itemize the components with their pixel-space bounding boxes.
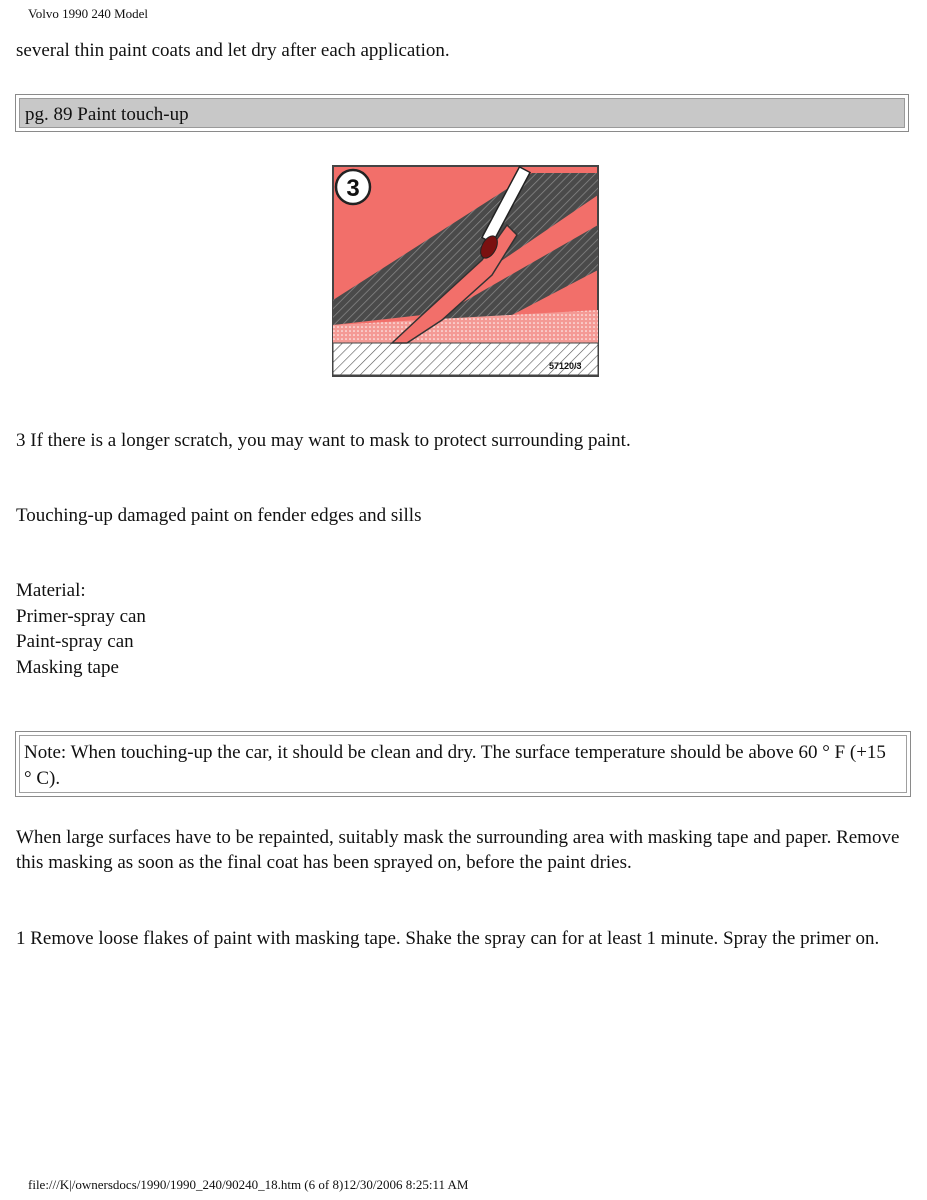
section-heading: pg. 89 Paint touch-up — [25, 104, 189, 125]
intro-paragraph: several thin paint coats and let dry after each application. — [16, 40, 450, 61]
section-heading-bar — [19, 98, 905, 128]
material-item: Paint-spray can — [16, 631, 134, 652]
figure-code: 57120/3 — [549, 361, 582, 371]
illustration-svg — [332, 165, 599, 377]
note-box — [15, 731, 911, 797]
step-number-label: 3 — [346, 175, 360, 202]
note-text: Note: When touching-up the car, it should be clean and dry. The surface temperature should be above 60 ° F (+15 ° C). — [24, 742, 886, 789]
large-surfaces-paragraph: When large surfaces have to be repainted, suitably mask the surrounding area with masking tape and paper. Remove this masking as soon as the final coat has been sprayed on, before the paint dries. — [16, 827, 900, 873]
fender-subheading: Touching-up damaged paint on fender edges and sills — [16, 505, 422, 526]
section-heading-box — [15, 94, 909, 132]
material-item: Primer-spray can — [16, 606, 146, 627]
step-1-paragraph: 1 Remove loose flakes of paint with masking tape. Shake the spray can for at least 1 minute. Spray the primer on. — [16, 928, 880, 949]
step-3-paragraph: 3 If there is a longer scratch, you may want to mask to protect surrounding paint. — [16, 430, 631, 451]
note-inner-frame — [19, 735, 907, 793]
paint-touchup-illustration — [332, 165, 599, 377]
material-label: Material: — [16, 580, 86, 601]
material-item: Masking tape — [16, 657, 119, 678]
page-header-title: Volvo 1990 240 Model — [28, 6, 149, 21]
page-footer-path: file:///K|/ownersdocs/1990/1990_240/90240_18.htm (6 of 8)12/30/2006 8:25:11 AM — [28, 1177, 469, 1192]
